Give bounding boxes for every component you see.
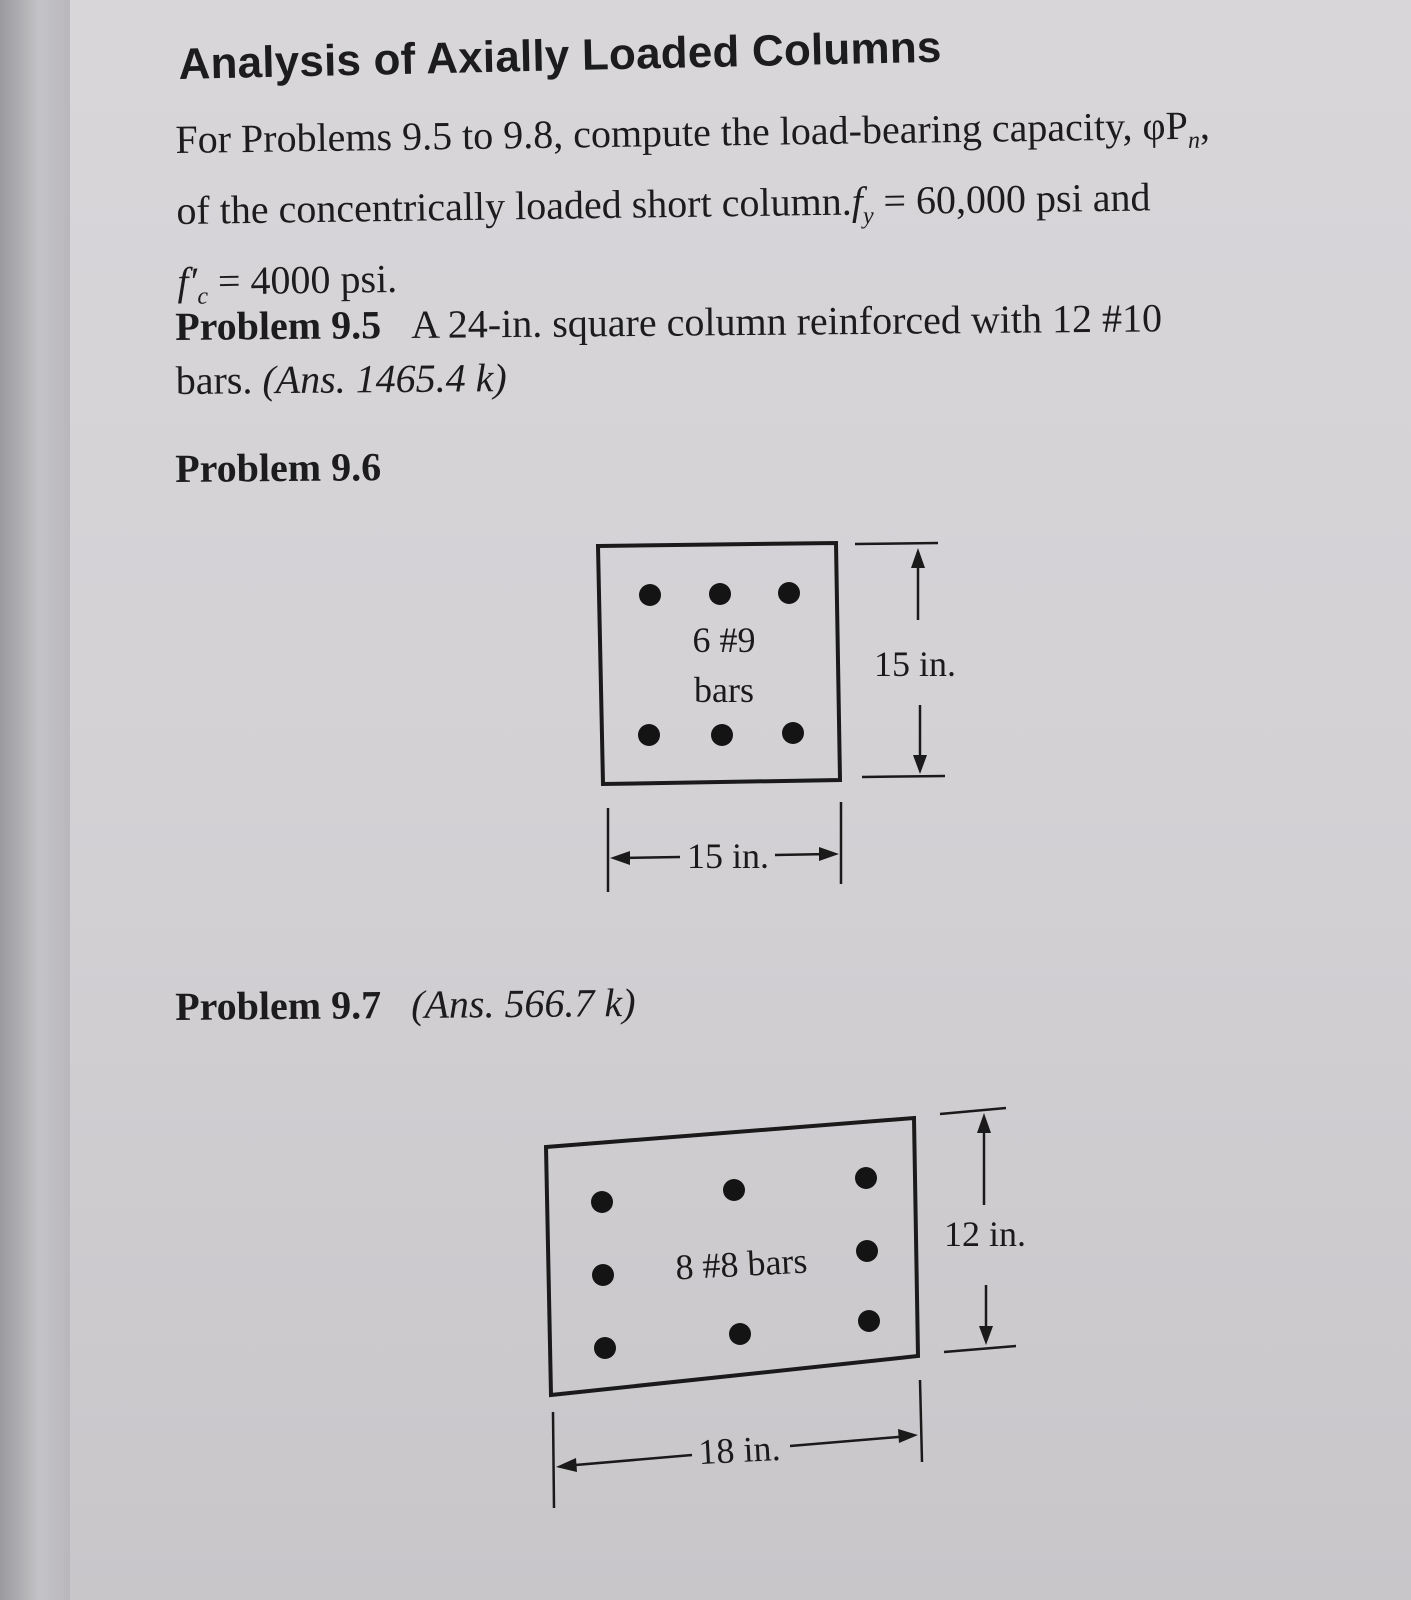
- rebar-dot: [711, 724, 733, 746]
- section-heading: Analysis of Axially Loaded Columns: [178, 22, 943, 89]
- figure-9-6: [598, 543, 956, 892]
- arrow-up-icon: [911, 548, 925, 568]
- dim-ext-line: [940, 1108, 1006, 1114]
- problem-9-6-title: Problem 9.6: [175, 444, 382, 491]
- arrow-left-icon: [610, 851, 630, 865]
- rebar-dot: [594, 1337, 616, 1359]
- column-section-9-6: [598, 543, 840, 784]
- dim-line: [564, 1455, 692, 1466]
- rebar-dot: [638, 724, 660, 746]
- dim-ext-line: [862, 776, 945, 777]
- dim-width-label: 15 in.: [686, 836, 770, 876]
- problem-9-7-answer: (Ans. 566.7 k): [410, 979, 636, 1027]
- arrow-right-icon: [819, 847, 839, 861]
- arrow-down-icon: [979, 1326, 993, 1345]
- problem-9-5-title: Problem 9.5: [175, 302, 382, 349]
- dim-ext-line: [944, 1346, 1016, 1352]
- intro-line-3: $f'_c = 4000$ psi.: [177, 255, 398, 310]
- problem-9-5: Problem 9.5 A 24-in. square column reinforced with 12 #10 bars. (Ans. 1465.4 k): [175, 295, 1163, 403]
- intro-line-1: For Problems 9.5 to 9.8, compute the load-bearing capacity, $\varphi P_n$,: [175, 102, 1211, 162]
- bars-label-line2: bars: [694, 670, 754, 710]
- rebar-dot: [639, 584, 661, 606]
- rebar-dot: [858, 1310, 880, 1332]
- rebar-dot: [782, 722, 804, 744]
- problem-9-5-text: A 24-in. square column reinforced with 12 #10: [410, 295, 1163, 347]
- dim-ext-line: [855, 543, 938, 544]
- rebar-dot: [709, 583, 731, 605]
- arrow-right-icon: [898, 1429, 918, 1443]
- dim-ext-line: [920, 1380, 922, 1462]
- dim-height-label: 12 in.: [944, 1214, 1027, 1254]
- dim-height-label: 15 in.: [874, 644, 957, 684]
- rebar-dot: [592, 1264, 614, 1286]
- rebar-dot: [855, 1167, 877, 1189]
- intro-line-2: of the concentrically loaded short $column.f_y = 60,000$ psi and: [176, 174, 1151, 233]
- arrow-left-icon: [556, 1458, 577, 1472]
- rebar-dot: [729, 1323, 751, 1345]
- dim-line: [790, 1436, 910, 1446]
- rebar-dot: [591, 1191, 613, 1213]
- bars-label-line1: 6 #9: [692, 620, 756, 660]
- rebar-dot: [856, 1240, 878, 1262]
- bars-label: 8 #8 bars: [674, 1240, 809, 1288]
- rebar-dot: [778, 582, 800, 604]
- figure-9-7: [546, 1108, 1026, 1508]
- dim-width-label: 18 in.: [697, 1427, 782, 1473]
- arrow-up-icon: [977, 1113, 991, 1133]
- arrow-down-icon: [913, 755, 927, 774]
- dim-ext-line: [553, 1412, 554, 1508]
- problem-9-7-title: Problem 9.7: [175, 982, 382, 1029]
- rebar-dot: [723, 1179, 745, 1201]
- problem-9-5-answer: (Ans. 1465.4 k): [262, 355, 507, 403]
